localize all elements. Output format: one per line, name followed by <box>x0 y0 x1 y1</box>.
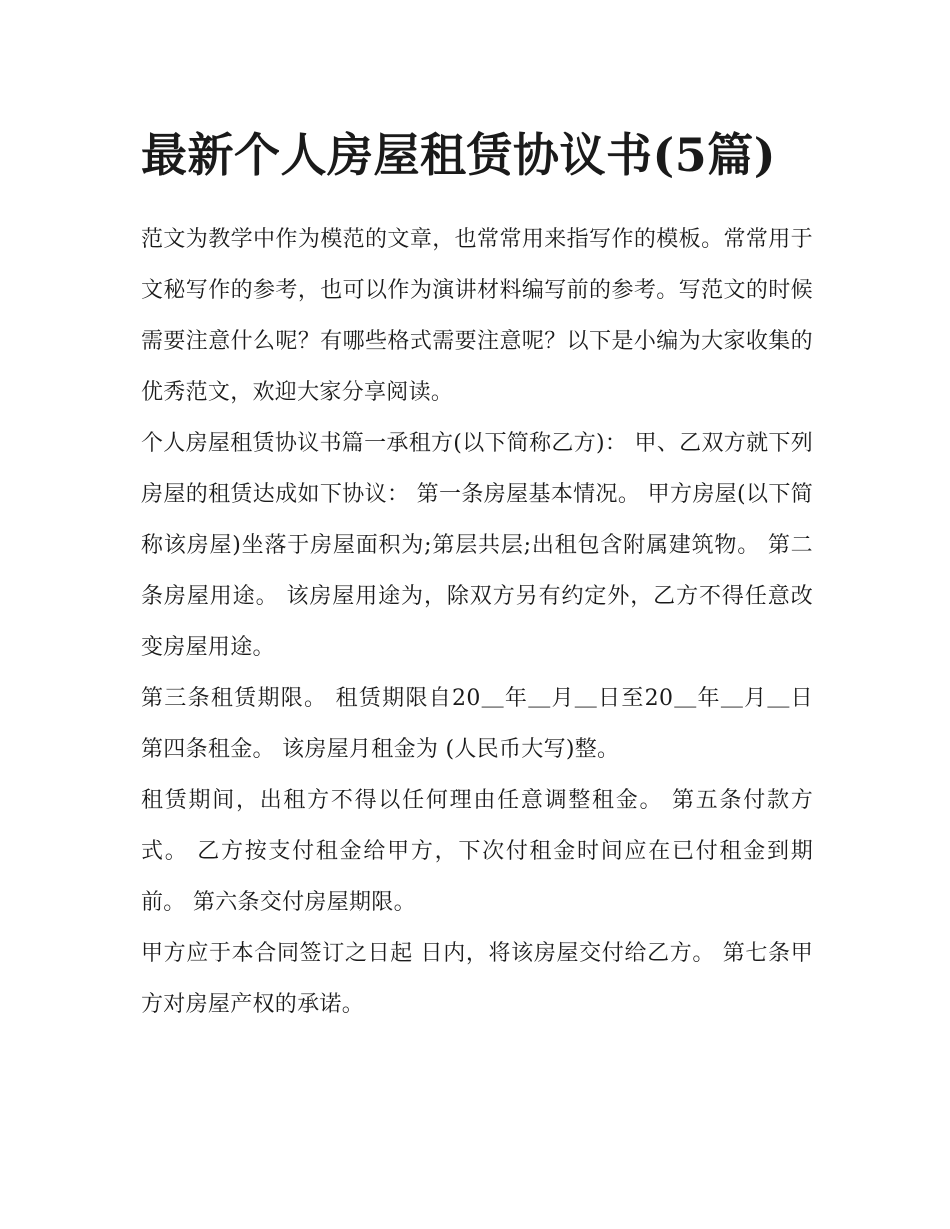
body-paragraph-1: 个人房屋租赁协议书篇一承租方(以下简称乙方)： 甲、乙双方就下列房屋的租赁达成如下协议： 第一条房屋基本情况。 甲方房屋(以下简称该房屋)坐落于房屋面积为;第层共层;出租包含附属建筑物。 第二条房屋用途。 该房屋用途为，除双方另有约定外，乙方不得任意改变房屋用途。 <box>141 431 813 660</box>
body-paragraph-2: 第三条租赁期限。 租赁期限自20＿年＿月＿日至20＿年＿月＿日 第四条租金。 该房屋月租金为 (人民币大写)整。 <box>141 686 813 762</box>
intro-paragraph: 范文为教学中作为模范的文章，也常常用来指写作的模板。常常用于文秘写作的参考，也可以作为演讲材料编写前的参考。写范文的时候需要注意什么呢？有哪些格式需要注意呢？以下是小编为大家收集的优秀范文，欢迎大家分享阅读。 <box>141 227 813 405</box>
document-page <box>141 118 813 1030</box>
document-title: 最新个人房屋租赁协议书(5篇) <box>141 128 777 182</box>
body-paragraph-4: 甲方应于本合同签订之日起 日内，将该房屋交付给乙方。 第七条甲方对房屋产权的承诺。 <box>141 941 813 1017</box>
body-paragraph-3: 租赁期间，出租方不得以任何理由任意调整租金。 第五条付款方式。 乙方按支付租金给甲方，下次付租金时间应在已付租金到期前。 第六条交付房屋期限。 <box>141 788 813 915</box>
